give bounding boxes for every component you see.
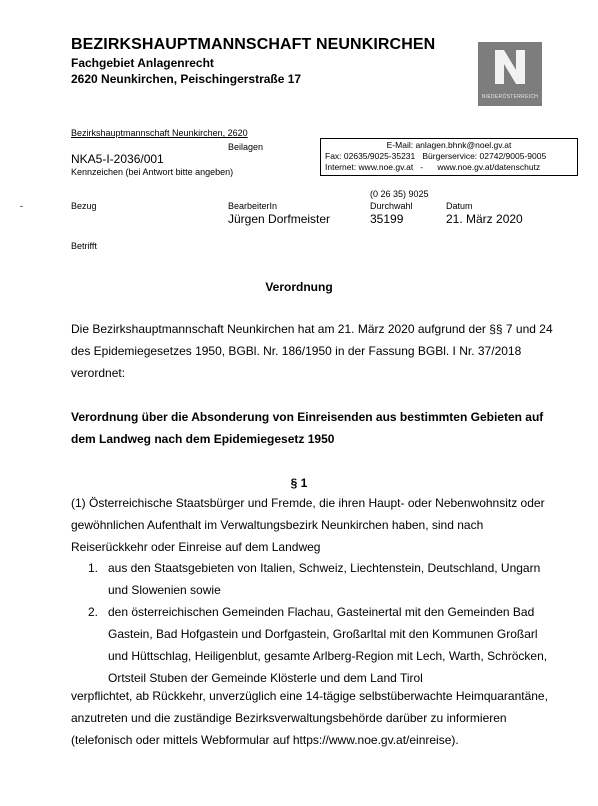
ordinance-title (71, 406, 576, 450)
durchwahl-value: 35199 (370, 212, 404, 226)
contact-datenschutz: www.noe.gv.at/datenschutz (437, 162, 541, 172)
intro-line: Die Bezirkshauptmannschaft Neunkirchen hat am 21. März 2020 aufgrund der §§ 7 und 24 (71, 322, 553, 336)
n-logo-icon (492, 46, 528, 88)
list-item-line: und Hüttschlag, Heiligenblut, gesamte Arlberg-Region mit Lech, Warth, Schröcken, (108, 649, 548, 663)
bezug-label: Bezug (71, 201, 97, 211)
paragraph-line: verpflichtet, ab Rückkehr, unverzüglich eine 14-tägige selbstüberwachte Heimquarantäne, (71, 689, 548, 703)
paragraph-line: Reiserückkehr oder Einreise auf dem Landweg (71, 540, 321, 554)
address-line: 2620 Neunkirchen, Peischingerstraße 17 (71, 72, 302, 86)
contact-email: E-Mail: anlagen.bhnk@noel.gv.at (386, 140, 512, 150)
intro-line: des Epidemiegesetzes 1950, BGBl. Nr. 186/1950 in der Fassung BGBl. I Nr. 37/2018 (71, 344, 522, 358)
contact-phone-row (325, 151, 577, 162)
paragraph-line: anzutreten und die zuständige Bezirksverwaltungsbehörde darüber zu informieren (71, 711, 507, 725)
authority-title: BEZIRKSHAUPTMANNSCHAFT NEUNKIRCHEN (71, 36, 436, 53)
contact-fax: Fax: 02635/9025-35231 (325, 151, 416, 161)
sender-line: Bezirkshauptmannschaft Neunkirchen, 2620 (71, 128, 248, 138)
intro-line: verordnet: (71, 366, 126, 380)
list-item-number: 1. (88, 561, 99, 575)
contact-web-row (325, 162, 577, 173)
intro-paragraph (71, 318, 576, 384)
datum-label: Datum (446, 201, 473, 211)
section-heading: § 1 (290, 476, 308, 490)
contact-separator: - (420, 162, 424, 172)
ordinance-title-line: dem Landweg nach dem Epidemiegesetz 1950 (71, 432, 335, 446)
paragraph-line: (1) Österreichische Staatsbürger und Fremde, die ihren Haupt- oder Nebenwohnsitz oder (71, 496, 545, 510)
paragraph-1 (71, 492, 576, 558)
contact-box (320, 138, 578, 176)
list-item-line: Ortsteil Stuben der Gemeinde Klösterle und dem Land Tirol (108, 671, 423, 685)
phone-prefix: (0 26 35) 9025 (370, 189, 429, 199)
list-item-line: den österreichischen Gemeinden Flachau, Gasteinertal mit den Gemeinden Bad (108, 605, 535, 619)
document-title: Verordnung (265, 280, 333, 294)
reference-hint: Kennzeichen (bei Antwort bitte angeben) (71, 167, 234, 177)
paragraph-line: (telefonisch oder mittels Webformular auf https://www.noe.gv.at/einreise). (71, 733, 459, 747)
datum-value: 21. März 2020 (446, 212, 523, 226)
list-item-line: Gastein, Bad Hofgastein und Dorfgastein, Großarltal mit den Kommunen Großarl (108, 627, 538, 641)
contact-buergerservice: Bürgerservice: 02742/9005-9005 (422, 151, 547, 161)
noe-logo (478, 42, 542, 106)
durchwahl-label: Durchwahl (370, 201, 413, 211)
list-item-line: und Slowenien sowie (108, 583, 221, 597)
ordinance-title-line: Verordnung über die Absonderung von Einreisenden aus bestimmten Gebieten auf (71, 410, 544, 424)
contact-internet: Internet: www.noe.gv.at (325, 162, 414, 172)
list-item (108, 557, 578, 601)
department-line: Fachgebiet Anlagenrecht (71, 56, 214, 70)
paragraph-2 (71, 685, 576, 751)
bearbeiter-value: Jürgen Dorfmeister (228, 212, 331, 226)
beilagen-label: Beilagen (228, 142, 264, 152)
bearbeiter-label: BearbeiterIn (228, 201, 278, 211)
logo-caption: NIEDERÖSTERREICH (481, 94, 539, 100)
paragraph-line: gewöhnlichen Aufenthalt im Verwaltungsbezirk Neunkirchen haben, sind nach (71, 518, 484, 532)
list-item (108, 601, 578, 689)
list-item-line: aus den Staatsgebieten von Italien, Schweiz, Liechtenstein, Deutschland, Ungarn (108, 561, 541, 575)
list-item-number: 2. (88, 605, 99, 619)
reference-number: NKA5-I-2036/001 (71, 152, 164, 166)
margin-dash: - (20, 201, 23, 211)
betrifft-label: Betrifft (71, 241, 97, 251)
